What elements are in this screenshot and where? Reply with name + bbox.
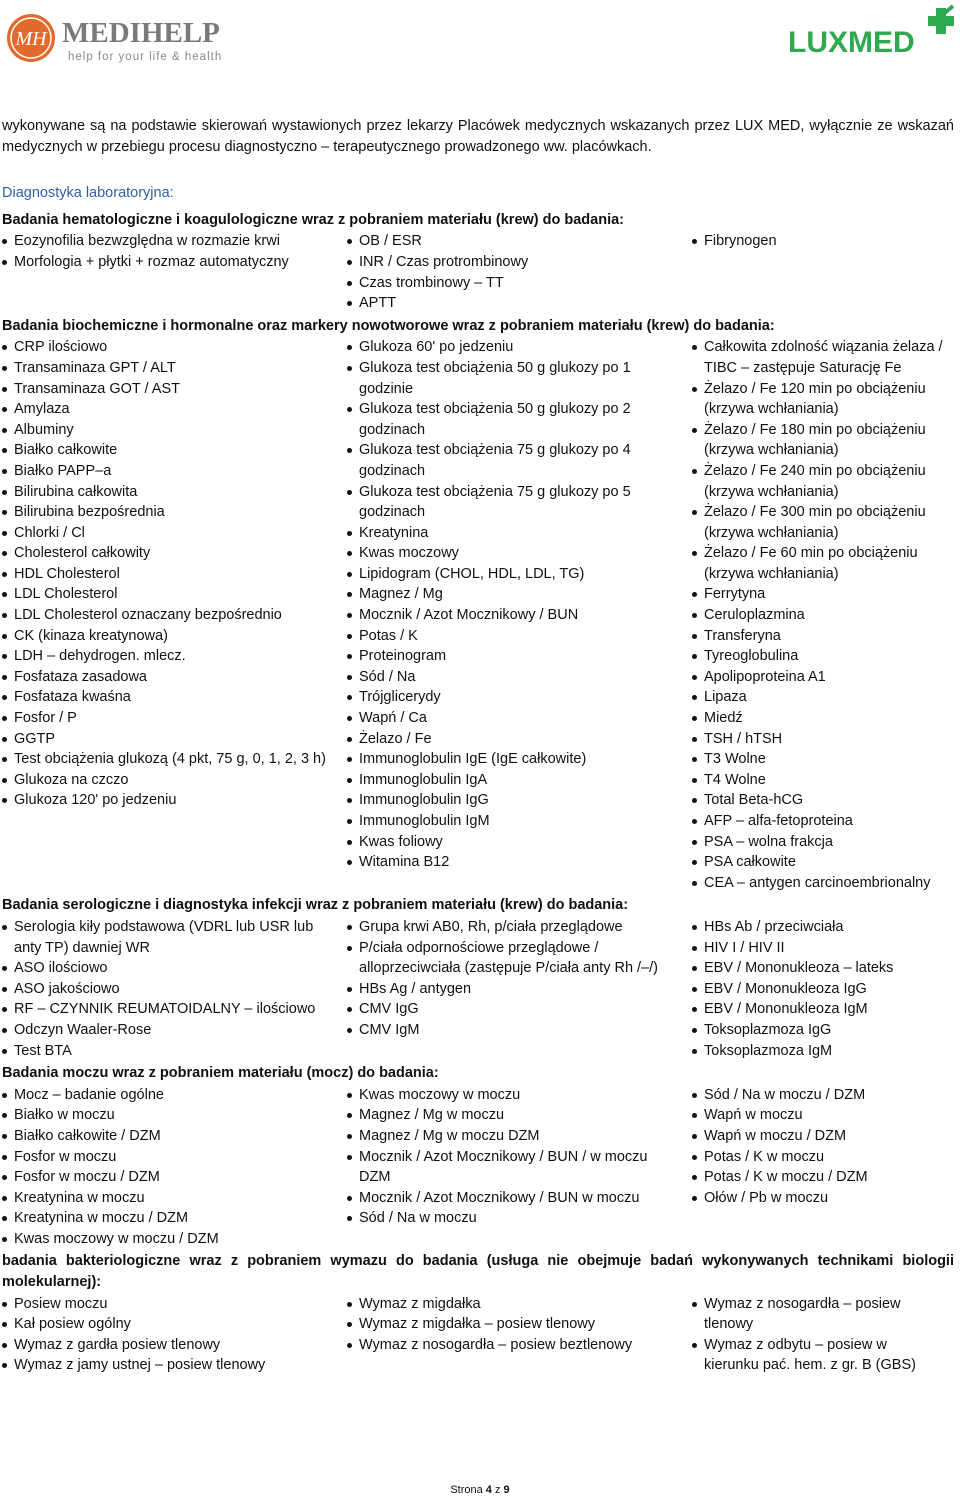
list-item: Wymaz z migdałka – posiew tlenowy — [347, 1314, 692, 1335]
list-item: ASO ilościowo — [2, 958, 347, 979]
list-item: Kwas moczowy — [347, 543, 692, 564]
svg-text:LUXMED: LUXMED — [788, 26, 915, 59]
section-heading: Badania serologiczne i diagnostyka infekcji wraz z pobraniem materiału (krew) do badania: — [2, 897, 629, 914]
list-item: Immunoglobulin IgE (IgE całkowite) — [347, 749, 692, 770]
list-item: Wapń w moczu — [692, 1105, 954, 1126]
list-item: Białko całkowite — [2, 440, 347, 461]
list-item: Potas / K — [347, 626, 692, 647]
list-item: Żelazo / Fe 120 min po obciążeniu (krzywa wchłaniania) — [692, 379, 954, 420]
test-list-column — [2, 1085, 347, 1250]
test-list-column — [692, 231, 954, 313]
section-columns — [2, 337, 954, 893]
list-item: EBV / Mononukleoza IgG — [692, 979, 954, 1000]
list-item: RF – CZYNNIK REUMATOIDALNY – ilościowo — [2, 999, 347, 1020]
list-item: Kwas foliowy — [347, 832, 692, 853]
list-item: Żelazo / Fe 240 min po obciążeniu (krzywa wchłaniania) — [692, 461, 954, 502]
test-list-column — [347, 231, 692, 313]
list-item: Toksoplazmoza IgG — [692, 1020, 954, 1041]
list-item: Toksoplazmoza IgM — [692, 1041, 954, 1062]
list-item: Glukoza test obciążenia 50 g glukozy po 1 godzinie — [347, 358, 692, 399]
list-item: Wymaz z jamy ustnej – posiew tlenowy — [2, 1355, 347, 1376]
list-item: Żelazo / Fe 60 min po obciążeniu (krzywa wchłaniania) — [692, 543, 954, 584]
list-item: Ołów / Pb w moczu — [692, 1188, 954, 1209]
list-item: Sód / Na w moczu — [347, 1208, 692, 1229]
list-item: Fibrynogen — [692, 231, 954, 252]
list-item: Czas trombinowy – TT — [347, 273, 692, 294]
list-item: Tyreoglobulina — [692, 646, 954, 667]
list-item: T4 Wolne — [692, 770, 954, 791]
list-item: Kwas moczowy w moczu / DZM — [2, 1229, 347, 1250]
section-columns — [2, 231, 954, 313]
section-columns — [2, 917, 954, 1061]
list-item: Całkowita zdolność wiązania żelaza / TIBC – zastępuje Saturację Fe — [692, 337, 954, 378]
list-item: Magnez / Mg w moczu DZM — [347, 1126, 692, 1147]
list-item: Grupa krwi AB0, Rh, p/ciała przeglądowe — [347, 917, 692, 938]
list-item: Wapń w moczu / DZM — [692, 1126, 954, 1147]
section-columns — [2, 1294, 954, 1376]
section-heading: Badania hematologiczne i koagulologiczne wraz z pobraniem materiału (krew) do badania: — [2, 211, 625, 228]
list-item: Trójglicerydy — [347, 687, 692, 708]
list-item: Lipaza — [692, 687, 954, 708]
list-item: Żelazo / Fe 180 min po obciążeniu (krzywa wchłaniania) — [692, 420, 954, 461]
list-item: PSA całkowite — [692, 852, 954, 873]
list-item: Fosfor / P — [2, 708, 347, 729]
section-heading: Badania moczu wraz z pobraniem materiału (mocz) do badania: — [2, 1065, 439, 1082]
list-item: Test BTA — [2, 1041, 347, 1062]
list-item: Ferrytyna — [692, 584, 954, 605]
list-item: EBV / Mononukleoza IgM — [692, 999, 954, 1020]
list-item: Transaminaza GPT / ALT — [2, 358, 347, 379]
list-item: CMV IgM — [347, 1020, 692, 1041]
list-item: Glukoza test obciążenia 50 g glukozy po 2 godzinach — [347, 399, 692, 440]
list-item: Chlorki / Cl — [2, 523, 347, 544]
list-item: Transferyna — [692, 626, 954, 647]
list-item: Kreatynina w moczu / DZM — [2, 1208, 347, 1229]
page-footer: Strona 4 z 9 — [450, 1484, 510, 1496]
list-item: Kał posiew ogólny — [2, 1314, 347, 1335]
list-item: Total Beta-hCG — [692, 790, 954, 811]
list-item: Wymaz z nosogardła – posiew beztlenowy — [347, 1335, 692, 1356]
list-item: Odczyn Waaler-Rose — [2, 1020, 347, 1041]
list-item: TSH / hTSH — [692, 729, 954, 750]
test-list-column — [347, 1294, 692, 1376]
list-item: OB / ESR — [347, 231, 692, 252]
page-header — [0, 0, 960, 70]
list-item: Ceruloplazmina — [692, 605, 954, 626]
list-item: Glukoza test obciążenia 75 g glukozy po 4 godzinach — [347, 440, 692, 481]
list-item: Mocznik / Azot Mocznikowy / BUN w moczu — [347, 1188, 692, 1209]
luxmed-logo — [786, 2, 960, 60]
list-item: Cholesterol całkowity — [2, 543, 347, 564]
list-item: Bilirubina bezpośrednia — [2, 502, 347, 523]
list-item: Wymaz z odbytu – posiew w kierunku pać. hem. z gr. B (GBS) — [692, 1335, 954, 1376]
list-item: Glukoza test obciążenia 75 g glukozy po 5 godzinach — [347, 482, 692, 523]
list-item: CK (kinaza kreatynowa) — [2, 626, 347, 647]
list-item: Mocz – badanie ogólne — [2, 1085, 347, 1106]
list-item: P/ciała odpornościowe przeglądowe / alloprzeciwciała (zastępuje P/ciała anty Rh /–/) — [347, 938, 692, 979]
list-item: ASO jakościowo — [2, 979, 347, 1000]
list-item: Amylaza — [2, 399, 347, 420]
list-item: T3 Wolne — [692, 749, 954, 770]
list-item: Eozynofilia bezwzględna w rozmazie krwi — [2, 231, 347, 252]
list-item: Witamina B12 — [347, 852, 692, 873]
svg-text:help for your life & health: help for your life & health — [68, 51, 223, 63]
list-item: AFP – alfa-fetoproteina — [692, 811, 954, 832]
list-item: LDL Cholesterol — [2, 584, 347, 605]
list-item: Żelazo / Fe — [347, 729, 692, 750]
list-item: Wymaz z migdałka — [347, 1294, 692, 1315]
list-item: Bilirubina całkowita — [2, 482, 347, 503]
list-item: Proteinogram — [347, 646, 692, 667]
list-item: Kreatynina w moczu — [2, 1188, 347, 1209]
list-item: Test obciążenia glukozą (4 pkt, 75 g, 0, 1, 2, 3 h) — [2, 749, 347, 770]
list-item: PSA – wolna frakcja — [692, 832, 954, 853]
list-item: CRP ilościowo — [2, 337, 347, 358]
intro-paragraph: wykonywane są na podstawie skierowań wystawionych przez lekarzy Placówek medycznych wskazanych przez LUX MED, wyłącznie ze wskazań medycznych w przebiegu procesu diagnostyczno – terapeutycznego prowadzonego ww. placówkach. — [2, 118, 954, 155]
list-item: Magnez / Mg w moczu — [347, 1105, 692, 1126]
list-item: Kreatynina — [347, 523, 692, 544]
list-item: Morfologia + płytki + rozmaz automatyczny — [2, 252, 347, 273]
list-item: LDL Cholesterol oznaczany bezpośrednio — [2, 605, 347, 626]
sections-container — [2, 210, 954, 1376]
list-item: Magnez / Mg — [347, 584, 692, 605]
list-item: Potas / K w moczu / DZM — [692, 1167, 954, 1188]
test-list-column — [692, 1085, 954, 1250]
list-item: Posiew moczu — [2, 1294, 347, 1315]
list-item: Glukoza 60' po jedzeniu — [347, 337, 692, 358]
test-list-column — [2, 1294, 347, 1376]
list-item: Immunoglobulin IgM — [347, 811, 692, 832]
list-item: HBs Ag / antygen — [347, 979, 692, 1000]
list-item: Transaminaza GOT / AST — [2, 379, 347, 400]
list-item: Sód / Na w moczu / DZM — [692, 1085, 954, 1106]
list-item: Fosfataza kwaśna — [2, 687, 347, 708]
list-item: Białko całkowite / DZM — [2, 1126, 347, 1147]
list-item: Lipidogram (CHOL, HDL, LDL, TG) — [347, 564, 692, 585]
test-list-column — [2, 337, 347, 893]
section-heading: badania bakteriologiczne wraz z pobraniem wymazu do badania (usługa nie obejmuje badań wykonywanych technikami biologii molekularnej): — [2, 1253, 954, 1291]
list-item: HIV I / HIV II — [692, 938, 954, 959]
list-item: Mocznik / Azot Mocznikowy / BUN / w moczu DZM — [347, 1147, 692, 1188]
list-item: Białko PAPP–a — [2, 461, 347, 482]
list-item: Kwas moczowy w moczu — [347, 1085, 692, 1106]
list-item: EBV / Mononukleoza – lateks — [692, 958, 954, 979]
test-list-column — [692, 1294, 954, 1376]
test-list-column — [692, 917, 954, 1061]
list-item: Wapń / Ca — [347, 708, 692, 729]
list-item: Apolipoproteina A1 — [692, 667, 954, 688]
list-item: Miedź — [692, 708, 954, 729]
test-list-column — [347, 917, 692, 1061]
list-item: Wymaz z gardła posiew tlenowy — [2, 1335, 347, 1356]
list-item: Serologia kiły podstawowa (VDRL lub USR lub anty TP) dawniej WR — [2, 917, 347, 958]
list-item: Fosfor w moczu — [2, 1147, 347, 1168]
list-item: INR / Czas protrombinowy — [347, 252, 692, 273]
test-list-column — [2, 917, 347, 1061]
list-item: Immunoglobulin IgG — [347, 790, 692, 811]
list-item: Albuminy — [2, 420, 347, 441]
list-item: Białko w moczu — [2, 1105, 347, 1126]
section-columns — [2, 1085, 954, 1250]
list-item: HBs Ab / przeciwciała — [692, 917, 954, 938]
test-list-column — [692, 337, 954, 893]
test-list-column — [2, 231, 347, 313]
list-item: Immunoglobulin IgA — [347, 770, 692, 791]
list-item: HDL Cholesterol — [2, 564, 347, 585]
section-heading: Badania biochemiczne i hormonalne oraz markery nowotworowe wraz z pobraniem materiału (krew) do badania: — [2, 317, 775, 334]
svg-text:MEDIHELP: MEDIHELP — [62, 17, 220, 49]
list-item: CMV IgG — [347, 999, 692, 1020]
list-item: GGTP — [2, 729, 347, 750]
list-item: APTT — [347, 293, 692, 314]
document-body — [2, 116, 954, 1378]
medihelp-logo — [4, 10, 254, 66]
svg-text:MH: MH — [15, 28, 47, 50]
list-item: LDH – dehydrogen. mlecz. — [2, 646, 347, 667]
test-list-column — [347, 337, 692, 893]
list-item: Fosfor w moczu / DZM — [2, 1167, 347, 1188]
test-list-column — [347, 1085, 692, 1250]
list-item: Glukoza na czczo — [2, 770, 347, 791]
list-item: Potas / K w moczu — [692, 1147, 954, 1168]
list-item: Mocznik / Azot Mocznikowy / BUN — [347, 605, 692, 626]
lab-diagnostics-title: Diagnostyka laboratoryjna: — [2, 185, 174, 202]
list-item: Sód / Na — [347, 667, 692, 688]
list-item: CEA – antygen carcinoembrionalny — [692, 873, 954, 894]
list-item: Glukoza 120' po jedzeniu — [2, 790, 347, 811]
list-item: Żelazo / Fe 300 min po obciążeniu (krzywa wchłaniania) — [692, 502, 954, 543]
list-item: Wymaz z nosogardła – posiew tlenowy — [692, 1294, 954, 1335]
list-item: Fosfataza zasadowa — [2, 667, 347, 688]
